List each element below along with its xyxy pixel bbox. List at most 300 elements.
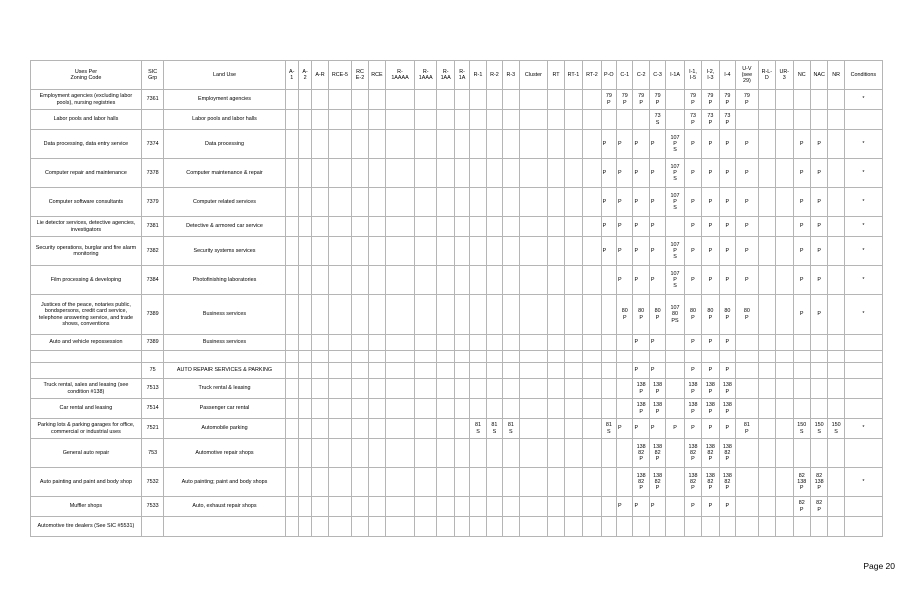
zone-cell (564, 468, 582, 497)
sic-cell: 753 (141, 439, 164, 468)
zone-cell (285, 439, 298, 468)
zone-cell (633, 351, 649, 363)
zone-cell (793, 439, 810, 468)
zone-cell: 73 P (684, 110, 701, 130)
zone-cell (454, 159, 469, 188)
zone-cell (470, 110, 486, 130)
zone-cell (719, 351, 735, 363)
zone-cell (564, 295, 582, 335)
zone-cell (414, 130, 437, 159)
zone-cell (368, 217, 385, 237)
zone-cell (519, 295, 548, 335)
zone-cell: 79 P (617, 90, 633, 110)
zone-cell (486, 351, 502, 363)
zone-cell (793, 335, 810, 351)
zone-cell (736, 468, 759, 497)
zone-cell: P (702, 188, 719, 217)
zone-cell (312, 439, 328, 468)
zone-cell (298, 295, 311, 335)
zone-cell (666, 497, 684, 517)
zone-cell (352, 159, 368, 188)
zone-cell: P (617, 266, 633, 295)
zone-cell (368, 266, 385, 295)
zone-cell: P (702, 237, 719, 266)
zone-cell (548, 217, 564, 237)
zone-cell (486, 130, 502, 159)
zone-cell (776, 379, 793, 399)
zone-cell: P (633, 159, 649, 188)
zone-cell: P (719, 266, 735, 295)
zone-cell: 79 P (601, 90, 616, 110)
zone-cell: 73 P (719, 110, 735, 130)
use-cell: Car rental and leasing (31, 399, 142, 419)
zone-cell (793, 379, 810, 399)
zone-cell: 81 S (486, 419, 502, 439)
column-header: I-1, I-5 (684, 61, 701, 90)
zone-cell (352, 335, 368, 351)
column-header: RT (548, 61, 564, 90)
zone-cell (470, 237, 486, 266)
zone-cell (519, 90, 548, 110)
zone-cell (437, 335, 454, 351)
zone-cell (564, 335, 582, 351)
zone-cell (810, 110, 827, 130)
zone-cell (368, 379, 385, 399)
zone-cell (617, 335, 633, 351)
zone-cell (312, 295, 328, 335)
zone-cell (285, 159, 298, 188)
zone-cell (414, 399, 437, 419)
zone-cell (810, 379, 827, 399)
zone-cell (414, 335, 437, 351)
zone-cell: P (736, 217, 759, 237)
zone-cell (828, 399, 844, 419)
zone-cell (454, 439, 469, 468)
zone-cell (368, 110, 385, 130)
zone-cell (519, 351, 548, 363)
zone-cell (583, 399, 601, 419)
zone-cell (793, 110, 810, 130)
zone-cell: P (601, 188, 616, 217)
zone-cell (503, 130, 519, 159)
zone-cell (564, 159, 582, 188)
sic-cell: 7533 (141, 497, 164, 517)
land-use-cell: Security systems services (164, 237, 285, 266)
zone-cell (312, 399, 328, 419)
zone-cell (519, 237, 548, 266)
zone-cell (298, 497, 311, 517)
zone-cell: 138 P (649, 379, 665, 399)
zone-cell (298, 110, 311, 130)
zone-cell (298, 351, 311, 363)
land-use-cell: Data processing (164, 130, 285, 159)
zone-cell (470, 295, 486, 335)
column-header: NAC (810, 61, 827, 90)
zone-cell (312, 468, 328, 497)
zone-cell (454, 237, 469, 266)
zone-cell: 80 P (649, 295, 665, 335)
zone-cell: P (736, 130, 759, 159)
zone-cell (810, 90, 827, 110)
zone-cell: P (617, 188, 633, 217)
land-use-cell: Automotive repair shops (164, 439, 285, 468)
zone-cell (470, 130, 486, 159)
zone-cell (386, 497, 415, 517)
column-header: P-O (601, 61, 616, 90)
zone-cell: 138 82 P (684, 439, 701, 468)
zone-cell (519, 130, 548, 159)
zone-cell (776, 159, 793, 188)
zone-cell (519, 439, 548, 468)
zone-cell (519, 419, 548, 439)
zone-cell: P (810, 130, 827, 159)
zone-cell (352, 237, 368, 266)
zone-cell (470, 266, 486, 295)
zone-cell (793, 90, 810, 110)
zone-cell (437, 497, 454, 517)
zone-cell: P (736, 237, 759, 266)
zone-cell (601, 110, 616, 130)
zone-cell (328, 351, 352, 363)
sic-cell: 7514 (141, 399, 164, 419)
zone-cell (702, 351, 719, 363)
zone-cell (298, 468, 311, 497)
zone-cell (548, 295, 564, 335)
column-header: Land Use (164, 61, 285, 90)
zone-cell: P (649, 335, 665, 351)
zone-cell (454, 468, 469, 497)
zone-cell (564, 379, 582, 399)
land-use-cell (164, 351, 285, 363)
zone-cell (454, 130, 469, 159)
zone-cell (486, 217, 502, 237)
zone-cell (758, 439, 775, 468)
zone-cell (414, 237, 437, 266)
zone-cell (519, 379, 548, 399)
zone-cell: P (649, 497, 665, 517)
use-cell: Employment agencies (excluding labor pools), nursing registries (31, 90, 142, 110)
page-number: Page 20 (863, 561, 895, 571)
zone-cell (328, 517, 352, 537)
zone-cell: 82 138 P (793, 468, 810, 497)
table-row (31, 237, 883, 266)
zone-cell (503, 295, 519, 335)
zone-cell (776, 266, 793, 295)
zone-cell: 80 P (702, 295, 719, 335)
zone-cell (386, 363, 415, 379)
column-header: NR (828, 61, 844, 90)
zone-cell (583, 419, 601, 439)
zone-cell (736, 399, 759, 419)
zone-cell (633, 517, 649, 537)
sic-cell: 75 (141, 363, 164, 379)
zone-cell (828, 110, 844, 130)
zone-cell (583, 237, 601, 266)
zone-cell (548, 130, 564, 159)
zone-cell: P (684, 217, 701, 237)
zone-cell (386, 517, 415, 537)
zone-cell (312, 363, 328, 379)
table-row (31, 497, 883, 517)
zone-cell (414, 266, 437, 295)
zone-cell (564, 266, 582, 295)
zone-cell: P (649, 130, 665, 159)
zone-cell (758, 468, 775, 497)
zone-cell (776, 237, 793, 266)
zone-cell (414, 379, 437, 399)
zone-cell (617, 517, 633, 537)
zone-cell (328, 468, 352, 497)
zone-cell (601, 351, 616, 363)
zone-cell (285, 295, 298, 335)
zone-cell (352, 188, 368, 217)
zone-cell (601, 439, 616, 468)
zone-cell (454, 335, 469, 351)
zone-cell: P (601, 159, 616, 188)
zone-cell: P (810, 159, 827, 188)
use-cell: Lie detector services, detective agencies, investigators (31, 217, 142, 237)
zone-cell: 138 P (702, 379, 719, 399)
zone-cell (519, 217, 548, 237)
conditions-cell (844, 110, 882, 130)
zone-cell (312, 351, 328, 363)
zone-cell (548, 110, 564, 130)
zone-cell (776, 335, 793, 351)
zone-cell (548, 497, 564, 517)
conditions-cell: * (844, 159, 882, 188)
zone-cell (758, 217, 775, 237)
land-use-cell: Business services (164, 335, 285, 351)
conditions-cell: * (844, 419, 882, 439)
zone-cell: 79 P (702, 90, 719, 110)
zone-cell: P (649, 188, 665, 217)
use-cell: Parking lots & parking garages for office, commercial or industrial uses (31, 419, 142, 439)
zone-cell (352, 517, 368, 537)
zone-cell (503, 363, 519, 379)
use-cell: General auto repair (31, 439, 142, 468)
zone-cell (617, 110, 633, 130)
zone-cell (617, 351, 633, 363)
zone-cell (548, 90, 564, 110)
zone-cell (519, 468, 548, 497)
zone-cell: 73 S (649, 110, 665, 130)
zone-cell (776, 399, 793, 419)
zone-cell (548, 379, 564, 399)
zone-cell (414, 217, 437, 237)
zone-cell (617, 379, 633, 399)
zone-cell: P (617, 497, 633, 517)
column-header: Cluster (519, 61, 548, 90)
sic-cell (141, 110, 164, 130)
zone-cell (298, 419, 311, 439)
zone-cell: 138 82 P (719, 468, 735, 497)
zone-cell (519, 363, 548, 379)
zone-cell (328, 130, 352, 159)
zone-cell (776, 217, 793, 237)
zone-cell (583, 90, 601, 110)
zone-cell (285, 419, 298, 439)
zone-cell (503, 110, 519, 130)
zone-cell (437, 468, 454, 497)
table-row (31, 90, 883, 110)
conditions-cell: * (844, 468, 882, 497)
zone-cell: 79 P (736, 90, 759, 110)
zone-cell (352, 468, 368, 497)
zone-cell: P (719, 217, 735, 237)
zone-cell (386, 419, 415, 439)
zone-cell (312, 335, 328, 351)
land-use-cell: Truck rental & leasing (164, 379, 285, 399)
zone-cell (617, 363, 633, 379)
zone-cell (368, 468, 385, 497)
zone-cell (617, 468, 633, 497)
zone-cell: 80 P (719, 295, 735, 335)
zone-cell: 81 P (736, 419, 759, 439)
zone-cell (414, 439, 437, 468)
zone-cell: 79 P (719, 90, 735, 110)
zone-cell: P (736, 159, 759, 188)
zone-cell (758, 517, 775, 537)
zone-cell (758, 188, 775, 217)
land-use-cell: Employment agencies (164, 90, 285, 110)
zone-cell (828, 159, 844, 188)
table-row (31, 517, 883, 537)
zone-cell (328, 159, 352, 188)
table-row (31, 110, 883, 130)
zone-cell (583, 517, 601, 537)
sic-cell: 7521 (141, 419, 164, 439)
zone-cell (736, 379, 759, 399)
conditions-cell (844, 335, 882, 351)
use-cell: Justices of the peace, notaries public, bondspersons, credit card service, telephone answering service, and trade shows, conventions (31, 295, 142, 335)
zone-cell: 138 P (633, 399, 649, 419)
use-cell: Computer repair and maintenance (31, 159, 142, 188)
zone-cell (548, 335, 564, 351)
zone-cell: 138 82 P (684, 468, 701, 497)
zone-cell (776, 188, 793, 217)
conditions-cell (844, 379, 882, 399)
column-header: UR- 3 (776, 61, 793, 90)
zone-cell (503, 159, 519, 188)
zone-cell (437, 439, 454, 468)
zone-cell (437, 379, 454, 399)
zone-cell (454, 419, 469, 439)
zone-cell (564, 237, 582, 266)
zone-cell (503, 468, 519, 497)
zone-cell: 80 P (684, 295, 701, 335)
zone-cell (548, 439, 564, 468)
zone-cell (285, 399, 298, 419)
zone-cell (312, 497, 328, 517)
zone-cell (470, 90, 486, 110)
zone-cell (548, 468, 564, 497)
zone-cell (758, 130, 775, 159)
zone-cell (328, 363, 352, 379)
zone-cell: 138 P (719, 379, 735, 399)
zone-cell (312, 188, 328, 217)
zone-cell (758, 110, 775, 130)
zone-cell (368, 517, 385, 537)
sic-cell: 7381 (141, 217, 164, 237)
zone-cell (583, 439, 601, 468)
zone-cell (601, 266, 616, 295)
sic-cell: 7513 (141, 379, 164, 399)
zone-cell (503, 439, 519, 468)
sic-cell: 7389 (141, 335, 164, 351)
zone-cell (666, 335, 684, 351)
zone-cell (486, 188, 502, 217)
zone-cell: P (601, 217, 616, 237)
zone-cell: 150 S (793, 419, 810, 439)
zone-cell (328, 399, 352, 419)
zone-cell (666, 379, 684, 399)
land-use-cell: Business services (164, 295, 285, 335)
zone-cell (666, 439, 684, 468)
zone-cell (486, 266, 502, 295)
zone-cell (503, 351, 519, 363)
zone-cell: P (633, 266, 649, 295)
sic-cell: 7379 (141, 188, 164, 217)
zone-cell (437, 295, 454, 335)
zone-cell: 150 S (828, 419, 844, 439)
zone-cell: 138 82 P (633, 439, 649, 468)
zone-cell (486, 295, 502, 335)
zone-cell (312, 110, 328, 130)
sic-cell (141, 517, 164, 537)
zone-cell: P (702, 335, 719, 351)
zone-cell: 138 P (702, 399, 719, 419)
zone-cell (454, 379, 469, 399)
zone-cell (437, 363, 454, 379)
zone-cell (736, 497, 759, 517)
zone-cell (548, 188, 564, 217)
zone-cell (328, 110, 352, 130)
zone-cell (583, 335, 601, 351)
table-row (31, 379, 883, 399)
zone-cell (285, 497, 298, 517)
table-row (31, 419, 883, 439)
zone-cell (776, 363, 793, 379)
zone-cell: 80 P (617, 295, 633, 335)
zone-cell (470, 497, 486, 517)
zone-cell (437, 159, 454, 188)
table-row (31, 468, 883, 497)
zone-cell: P (793, 237, 810, 266)
zone-cell (328, 217, 352, 237)
zone-cell (828, 439, 844, 468)
zone-cell (736, 335, 759, 351)
zone-cell (386, 159, 415, 188)
zone-cell (298, 363, 311, 379)
zone-cell (758, 379, 775, 399)
zone-cell: P (736, 266, 759, 295)
zone-cell (312, 130, 328, 159)
zone-cell (776, 130, 793, 159)
zone-cell (285, 363, 298, 379)
column-header: C-3 (649, 61, 665, 90)
zone-cell (649, 351, 665, 363)
zone-cell: P (649, 217, 665, 237)
zone-cell (564, 351, 582, 363)
zone-cell (736, 110, 759, 130)
zone-cell (368, 399, 385, 419)
column-header: I-4 (719, 61, 735, 90)
zone-cell (776, 90, 793, 110)
zone-cell (548, 363, 564, 379)
zone-cell: 80 P (736, 295, 759, 335)
zone-cell: P (684, 188, 701, 217)
zone-cell (828, 351, 844, 363)
